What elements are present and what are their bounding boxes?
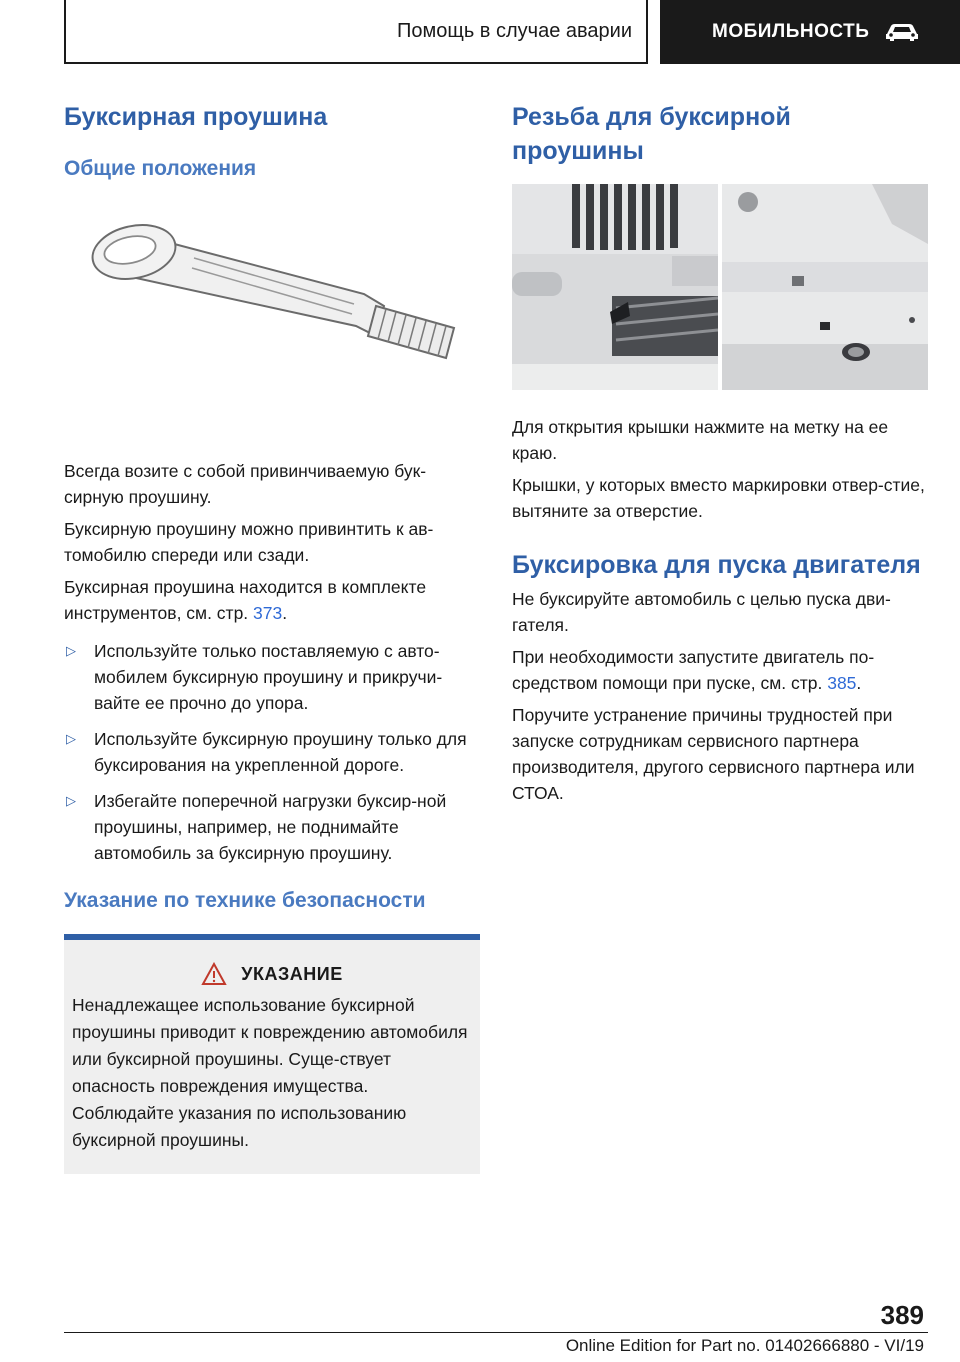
bullet-list <box>64 638 480 866</box>
warning-box <box>64 940 480 1174</box>
page-link-373[interactable]: 373 <box>253 603 283 623</box>
section-title-tow-start: Буксировка для пуска двигателя <box>512 551 921 579</box>
page-number: 389 <box>880 1300 924 1330</box>
warning-triangle-icon <box>201 962 227 986</box>
list-item: ▷ Избегайте поперечной нагрузки буксир-ной проушины, например, не поднимайте автомобиль за буксирную проушину. <box>64 788 480 866</box>
page-link-385[interactable]: 385 <box>827 673 857 693</box>
bumper-photos <box>512 184 928 390</box>
header-chapter <box>660 0 960 64</box>
footer-divider <box>64 1332 928 1333</box>
paragraph-tool-kit: Буксирная проушина находится в комплекте инструментов, см. стр. 373. <box>64 577 427 623</box>
car-icon <box>883 21 921 43</box>
paragraph-service-partner: Поручите устранение причины трудностей при запуске сотрудникам сервисного партнера производителя, другого сервисного партнера или СТОА. <box>512 705 915 803</box>
subsection-general: Общие положения <box>64 157 257 180</box>
footer-edition: Online Edition for Part no. 01402666880 - VI/19 <box>565 1336 924 1355</box>
paragraph-carry-tow-eye: Всегда возите с собой привинчиваемую бук-сирную проушину. <box>64 461 427 507</box>
paragraph-cover-hole: Крышки, у которых вместо маркировки отвер-стие, вытяните за отверстие. <box>512 475 925 521</box>
list-item: ▷ Используйте только поставляемую с авто-мобилем буксирную проушину и прикручи-вайте ее прочно до упора. <box>64 638 480 716</box>
paragraph-jump-start: При необходимости запустите двигатель по-средством помощи при пуске, см. стр. 385. <box>512 647 875 693</box>
front-bumper-photo <box>512 184 718 390</box>
section-title-thread: Резьба для буксирной проушины <box>512 103 791 165</box>
warning-header <box>72 962 472 986</box>
bullet-triangle-icon: ▷ <box>66 793 76 808</box>
left-column <box>64 100 480 1174</box>
bullet-triangle-icon: ▷ <box>66 643 76 658</box>
tow-eye-illustration <box>64 194 480 424</box>
subsection-safety: Указание по технике безопасности <box>64 889 426 912</box>
bullet-triangle-icon: ▷ <box>66 731 76 746</box>
warning-label: УКАЗАНИЕ <box>241 963 343 984</box>
rear-bumper-photo <box>722 184 928 390</box>
warning-text: Ненадлежащее использование буксирной проушины приводит к повреждению автомобиля или буксирной проушины. Суще-ствует опасность повреждения имущества. Соблюдайте указания по использованию буксирной проушины. <box>72 995 468 1150</box>
section-title-tow-eye: Буксирная проушина <box>64 103 328 131</box>
right-column <box>512 100 928 806</box>
header-section <box>64 0 648 64</box>
paragraph-open-cover: Для открытия крышки нажмите на метку на ее краю. <box>512 417 889 463</box>
header-section-label: Помощь в случае аварии <box>397 19 632 42</box>
paragraph-screw-tow-eye: Буксирную проушину можно привинтить к ав-томобилю спереди или сзади. <box>64 519 434 565</box>
paragraph-no-tow-start: Не буксируйте автомобиль с целью пуска дви-гателя. <box>512 589 891 635</box>
list-item: ▷ Используйте буксирную проушину только для буксирования на укрепленной дороге. <box>64 726 480 778</box>
header-chapter-label: МОБИЛЬНОСТЬ <box>712 21 870 42</box>
